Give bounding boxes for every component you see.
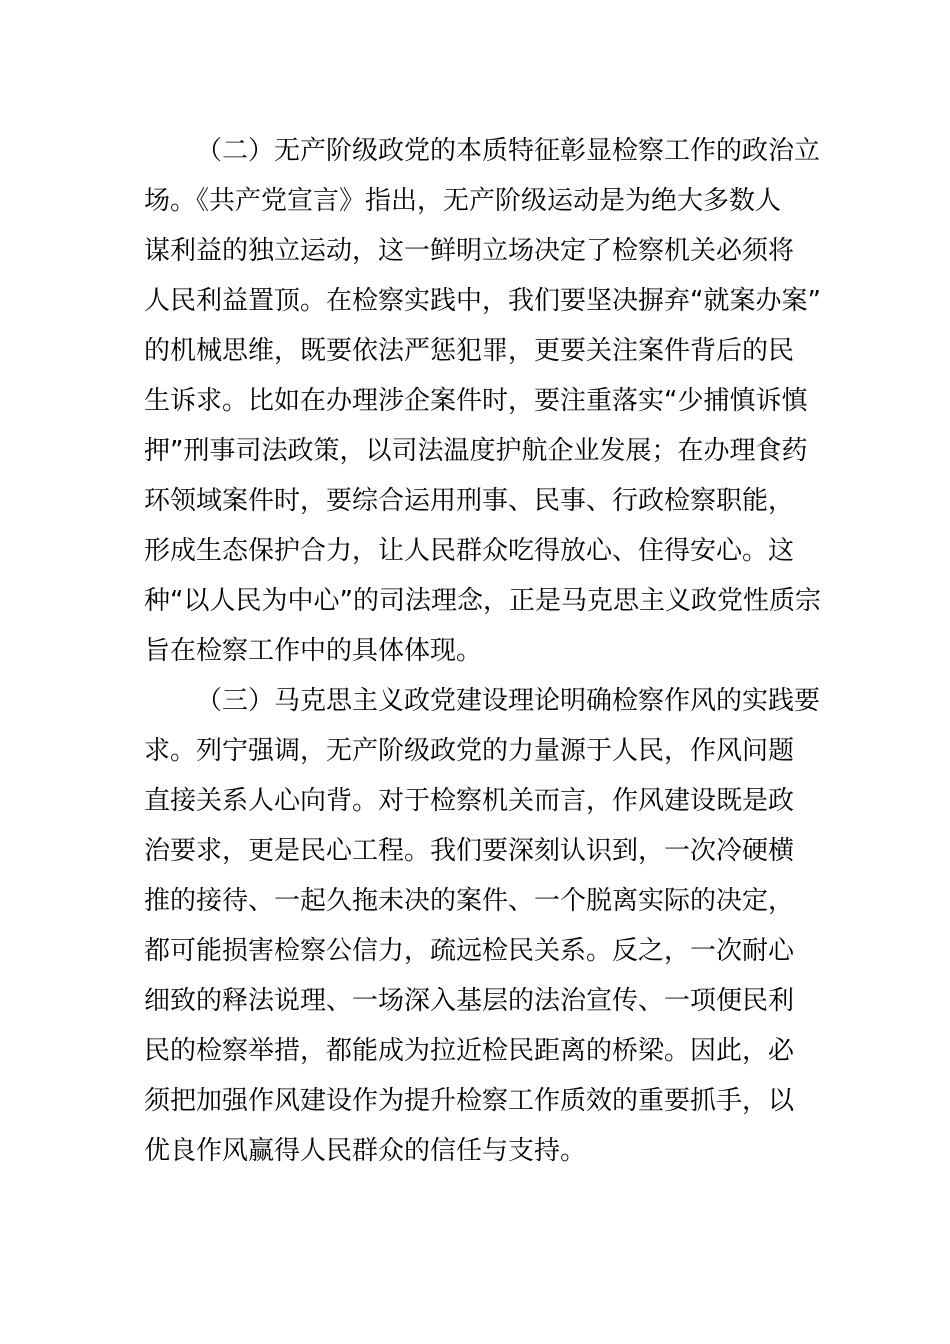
paragraph-line: （二）无产阶级政党的本质特征彰显检察工作的政治立 [196, 136, 821, 166]
paragraph-line: 谋利益的独立运动，这一鲜明立场决定了检察机关必须将 [144, 236, 795, 266]
paragraph-line: 种“以人民为中心”的司法理念，正是马克思主义政党性质宗 [144, 586, 821, 616]
paragraph-line: 求。列宁强调，无产阶级政党的力量源于人民，作风问题 [144, 736, 795, 766]
paragraph-line: 细致的释法说理、一场深入基层的法治宣传、一项便民利 [144, 986, 795, 1016]
paragraph-line: 押”刑事司法政策，以司法温度护航企业发展；在办理食药 [144, 436, 808, 466]
paragraph-line: （三）马克思主义政党建设理论明确检察作风的实践要 [196, 686, 821, 716]
paragraph-line: 形成生态保护合力，让人民群众吃得放心、住得安心。这 [144, 536, 795, 566]
paragraph-section-2 [144, 126, 821, 676]
paragraph-line: 都可能损害检察公信力，疏远检民关系。反之，一次耐心 [144, 936, 795, 966]
paragraph-line: 优良作风赢得人民群众的信任与支持。 [144, 1136, 587, 1166]
paragraph-line: 人民利益置顶。在检察实践中，我们要坚决摒弃“就案办案” [144, 286, 821, 316]
paragraph-section-3 [144, 676, 821, 1176]
paragraph-line: 生诉求。比如在办理涉企案件时，要注重落实“少捕慎诉慎 [144, 386, 808, 416]
paragraph-line: 环领域案件时，要综合运用刑事、民事、行政检察职能， [144, 486, 795, 516]
paragraph-line: 的机械思维，既要依法严惩犯罪，更要关注案件背后的民 [144, 336, 795, 366]
paragraph-line: 须把加强作风建设作为提升检察工作质效的重要抓手，以 [144, 1086, 795, 1116]
paragraph-line: 民的检察举措，都能成为拉近检民距离的桥梁。因此，必 [144, 1036, 795, 1066]
paragraph-line: 场。《共产党宣言》指出，无产阶级运动是为绝大多数人 [144, 186, 782, 216]
paragraph-line: 直接关系人心向背。对于检察机关而言，作风建设既是政 [144, 786, 795, 816]
paragraph-line: 推的接待、一起久拖未决的案件、一个脱离实际的决定， [144, 886, 795, 916]
paragraph-line: 旨在检察工作中的具体体现。 [144, 636, 483, 666]
document-body [144, 126, 821, 1176]
paragraph-line: 治要求，更是民心工程。我们要深刻认识到，一次冷硬横 [144, 836, 795, 866]
